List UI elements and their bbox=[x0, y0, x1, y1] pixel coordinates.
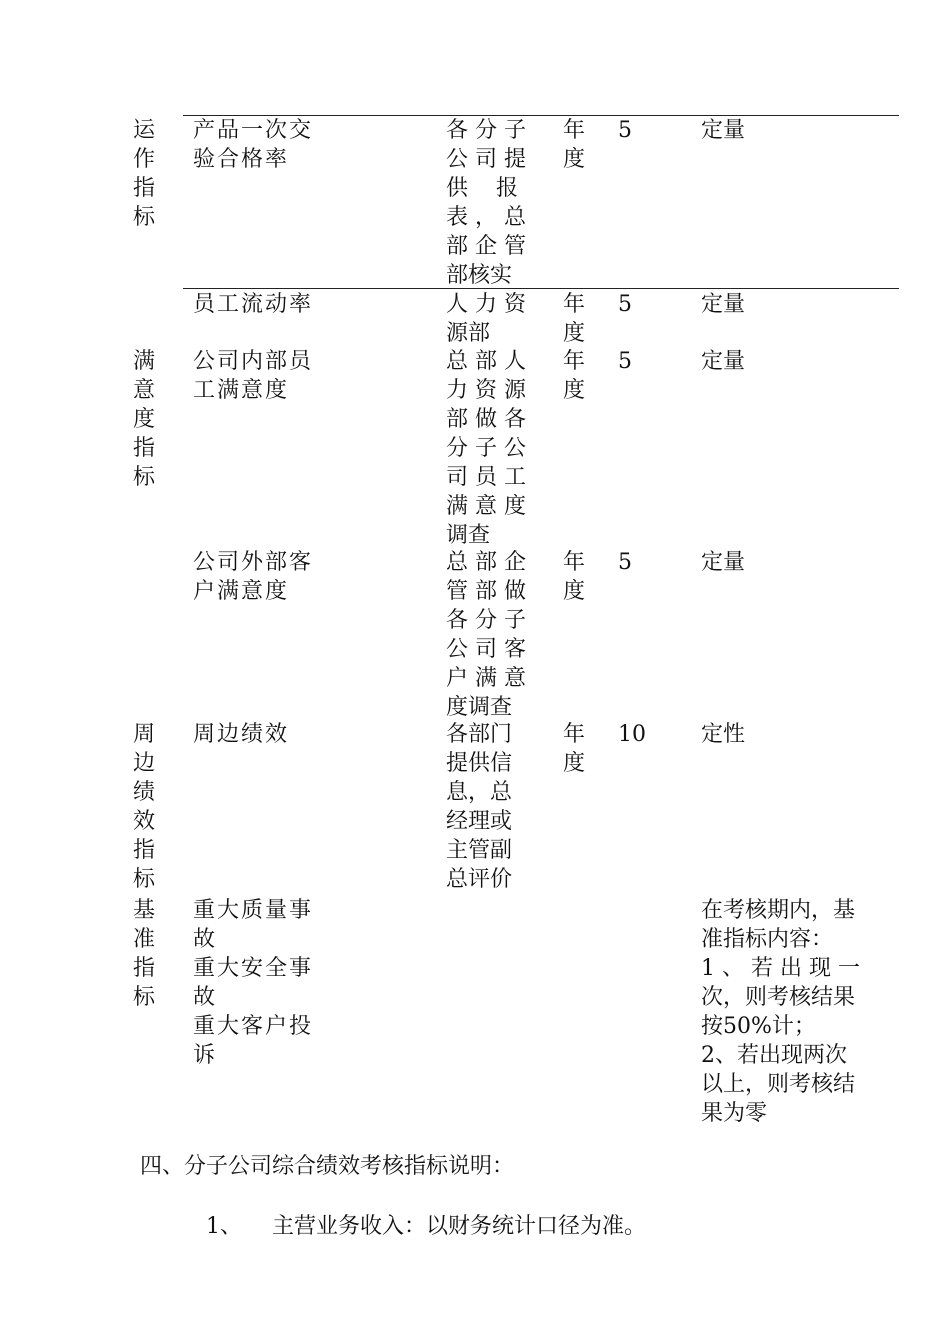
assessment-cycle: 年 度 bbox=[563, 292, 586, 346]
assessment-cycle: 年 度 bbox=[563, 349, 586, 403]
indicator-name: 公司内部员 工满意度 bbox=[193, 349, 314, 403]
indicator-type: 在考核期内，基 准指标内容： 1 、 若 出 现 一 次，则考核结果 按50%计； 2、若出现两次 以上，则考核结 果为零 bbox=[701, 898, 860, 1126]
category-cell: 基 准 指 标 bbox=[133, 898, 156, 1010]
indicator-type: 定性 bbox=[701, 722, 746, 747]
list-item bbox=[178, 1182, 646, 1272]
indicator-name: 重大质量事 故 重大安全事 故 重大客户投 诉 bbox=[193, 898, 314, 1068]
assessment-cycle: 年 度 bbox=[563, 550, 586, 604]
indicator-type: 定量 bbox=[701, 550, 746, 575]
indicator-name: 公司外部客 户满意度 bbox=[193, 550, 314, 604]
data-source: 总 部 人 力 资 源 部 做 各 分 子 公 司 员 工 满 意 度 调查 bbox=[446, 349, 526, 548]
section-heading: 四、分子公司综合绩效考核指标说明： bbox=[140, 1154, 515, 1179]
data-source: 总 部 企 管 部 做 各 分 子 公 司 客 户 满 意 度调查 bbox=[446, 550, 526, 720]
data-source: 各 分 子 公 司 提 供 报 表 ， 总 部 企 管 部核实 bbox=[446, 118, 526, 288]
assessment-cycle: 年 度 bbox=[563, 118, 586, 172]
category-cell: 满 意 度 指 标 bbox=[133, 349, 156, 490]
indicator-type: 定量 bbox=[701, 349, 746, 374]
weight-value: 5 bbox=[618, 550, 632, 575]
indicator-name: 产品一次交 验合格率 bbox=[193, 118, 314, 172]
data-source: 人 力 资 源部 bbox=[446, 292, 526, 346]
item-number: 1、 bbox=[205, 1214, 242, 1239]
indicator-name: 周边绩效 bbox=[193, 722, 290, 747]
item-text: 主营业务收入：以财务统计口径为准。 bbox=[271, 1214, 646, 1239]
weight-value: 10 bbox=[618, 722, 646, 747]
indicator-type: 定量 bbox=[701, 118, 746, 143]
category-cell: 运 作 指 标 bbox=[133, 118, 156, 230]
assessment-cycle: 年 度 bbox=[563, 722, 586, 776]
weight-value: 5 bbox=[618, 349, 632, 374]
category-cell: 周 边 绩 效 指 标 bbox=[133, 722, 156, 892]
weight-value: 5 bbox=[618, 118, 632, 143]
weight-value: 5 bbox=[618, 292, 632, 317]
data-source: 各部门 提供信 息，总 经理或 主管副 总评价 bbox=[446, 722, 513, 892]
indicator-name: 员工流动率 bbox=[193, 292, 314, 317]
indicator-type: 定量 bbox=[701, 292, 746, 317]
